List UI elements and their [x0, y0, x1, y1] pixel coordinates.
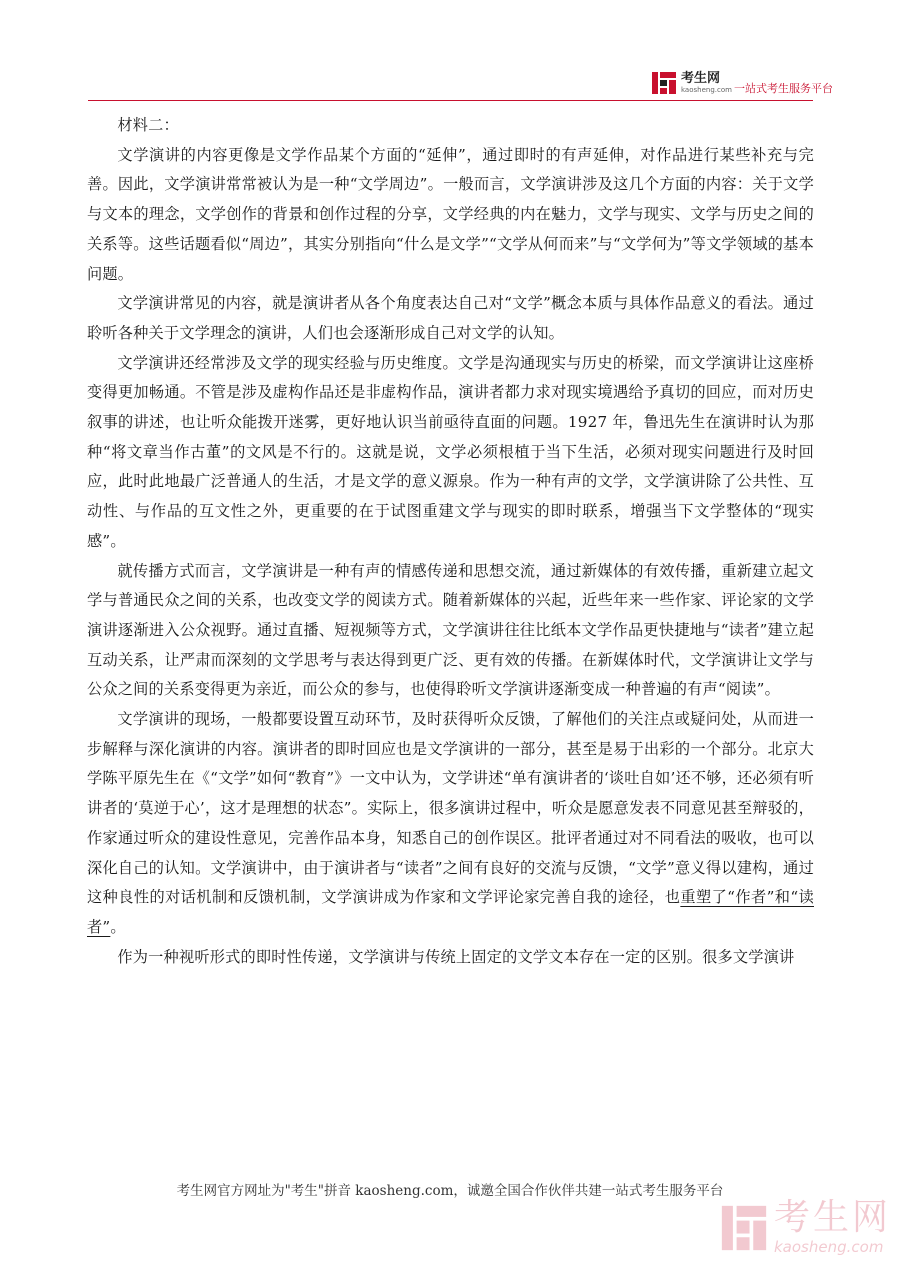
underlined-phrase: 重塑了“作者”和“读者” [87, 888, 814, 936]
watermark-name: 考生网 [774, 1197, 892, 1238]
paragraph-5-text: 文学演讲的现场，一般都要设置互动环节，及时获得听众反馈，了解他们的关注点或疑问处，从而进一步解释与深化演讲的内容。演讲者的即时回应也是文学演讲的一部分，甚至是易于出彩的一个部分。北京大学陈平原先生在《“文学”如何“教育”》一文中认为，文学讲述“单有演讲者的‘谈吐自如’还不够，还必须有听讲者的‘莫逆于心’，这才是理想的状态”。实际上，很多演讲过程中，听众是愿意发表不同意见甚至辩驳的，作家通过听众的建设性意见，完善作品本身，知悉自己的创作误区。批评者通过对不同看法的吸收，也可以深化自己的认知。文学演讲中，由于演讲者与“读者”之间有良好的交流与反馈，“文学”意义得以建构，通过这种良性的对话机制和反馈机制，文学演讲成为作家和文学评论家完善自我的途径，也 [87, 710, 814, 907]
watermark-logo-icon [720, 1202, 768, 1254]
header-slogan: 一站式考生服务平台 [733, 82, 833, 95]
kaosheng-logo-icon [651, 70, 677, 96]
site-header [651, 66, 833, 100]
header-rule [88, 100, 813, 101]
paragraph-2: 文学演讲常见的内容，就是演讲者从各个角度表达自己对“文学”概念本质与具体作品意义的看法。通过聆听各种关于文学理念的演讲，人们也会逐渐形成自己对文学的认知。 [87, 294, 814, 342]
paragraph-5-end: 。 [110, 917, 126, 936]
paragraph-3: 文学演讲还经常涉及文学的现实经验与历史维度。文学是沟通现实与历史的桥梁，而文学演讲让这座桥变得更加畅通。不管是涉及虚构作品还是非虚构作品，演讲者都力求对现实境遇给予真切的回应，而对历史叙事的讲述，也让听众能拨开迷雾，更好地认识当前亟待直面的问题。1927 年，鲁迅先生在演讲时认为那种“将文章当作古董”的文风是不行的。这就是说，文学必须根植于当下生活，必须对现实问题进行及时回应，此时此地最广泛普通人的生活，才是文学的意义源泉。作为一种有声的文学，文学演讲除了公共性、互动性、与作品的互文性之外，更重要的在于试图重建文学与现实的即时联系，增强当下文学整体的“现实感”。 [87, 353, 814, 550]
page-footer: 考生网官方网址为"考生"拼音 kaosheng.com，诚邀全国合作伙伴共建一站式考生服务平台 [176, 1183, 724, 1199]
watermark [720, 1197, 892, 1256]
paragraph-6: 作为一种视听形式的即时性传递，文学演讲与传统上固定的文学文本存在一定的区别。很多文学演讲 [117, 947, 795, 966]
article-body [87, 111, 814, 972]
logo-domain: kaosheng.com [681, 86, 732, 94]
watermark-domain: kaosheng.com [774, 1238, 884, 1256]
material-heading: 材料二： [117, 116, 179, 134]
paragraph-1: 文学演讲的内容更像是文学作品某个方面的“延伸”，通过即时的有声延伸，对作品进行某些补充与完善。因此，文学演讲常常被认为是一种“文学周边”。一般而言，文学演讲涉及这几个方面的内容：关于文学与文本的理念，文学创作的背景和创作过程的分享，文学经典的内在魅力，文学与现实、文学与历史之间的关系等。这些话题看似“周边”，其实分别指向“什么是文学”“文学从何而来”与“文学何为”等文学领域的基本问题。 [87, 145, 814, 283]
paragraph-5 [87, 705, 814, 943]
logo-name: 考生网 [681, 71, 721, 86]
paragraph-4: 就传播方式而言，文学演讲是一种有声的情感传递和思想交流，通过新媒体的有效传播，重新建立起文学与普通民众之间的关系，也改变文学的阅读方式。随着新媒体的兴起，近些年来一些作家、评论家的文学演讲逐渐进入公众视野。通过直播、短视频等方式，文学演讲往往比纸本文学作品更快捷地与“读者”建立起互动关系，让严肃而深刻的文学思考与表达得到更广泛、更有效的传播。在新媒体时代，文学演讲让文学与公众之间的关系变得更为亲近，而公众的参与，也使得聆听文学演讲逐渐变成一种普遍的有声“阅读”。 [87, 561, 814, 699]
